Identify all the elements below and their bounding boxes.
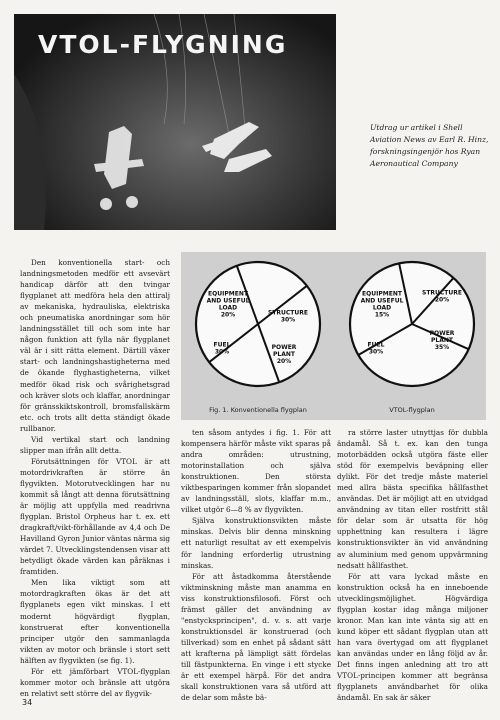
slice-label: EQUIPMENT bbox=[208, 290, 248, 298]
paragraph: Förutsättningen för VTOL är att motordrivkraften är större än flygvikten. Motorutvecklingen har nu kommit så långt att denna förutsättning är möjlig att uppfylla med readrivna flygplan. Bristol Orpheus har t. ex. ett dragkraft/vikt-förhållande av 4,4 och De Havilland Gyron Junior väntas närma sig värdet 7. Utvecklingstendensen visar att betydligt ökade värden kan påräknas i framtiden. bbox=[20, 456, 171, 577]
slice-value-label: 15% bbox=[374, 311, 390, 319]
slice-value-label: 20% bbox=[276, 358, 292, 365]
slice-value-label: 20% bbox=[220, 311, 236, 319]
pie-charts bbox=[181, 252, 486, 420]
paragraph: För ett jämförbart VTOL-flygplan kommer motor och bränsle att utgöra en relativt sett större del av flygvik- bbox=[20, 666, 170, 698]
paragraph: ra större laster utnyttjas för dubbla ändamål. Så t. ex. kan den tunga motorbädden också utgöra fäste eller stöd för exempelvis beväpning eller dylikt. För det tredje måste materiel med allra bästa specifika hållfasthet användas. Det är möjligt att en utvidgad användning av titan eller rostfritt stål för delar som är utsatta för hög upphettning kan resultera i lägre konstruktionsvikter än vid användning av aluminium med genom uppvärmning nedsatt hållfasthet. bbox=[337, 428, 488, 570]
slice-label: LOAD bbox=[372, 304, 392, 312]
slice-label: POWER bbox=[271, 344, 297, 351]
slice-label: FUEL bbox=[213, 341, 231, 349]
slice-value-label: 30% bbox=[368, 348, 384, 356]
slice-value-label: 20% bbox=[434, 296, 450, 304]
paragraph: För att åstadkomma återstående viktminskning måste man anamma en viss konstruktionsfilosofi. Först och främst gäller det användning av "enstycksprincipen", d. v. s. att varje konstruktionsdel är konstruerad (och tillverkad) som en enhet på sådant sätt att krafterna på lämpligt sätt fördelas till fästpunkterna. En vinge i ett stycke är ett exempel härpå. För det andra skall konstruktionen vara så utförd att de delar som måste bä- bbox=[181, 571, 331, 703]
paragraph: Den konventionella start- och landningsmetoden medför ett avsevärt handicap därför att den tvingar flygplanet att medföra hela den attiralj av mekaniska, hydrauliska, elektriska och pneumatiska anordningar som hör landningsstället till och som inte har någon funktion att fylla när flygplanet väl är i sitt rätta element. Därtill växer start- och landningshastigheterna med de ökande flyghastigheterna, vilket medför ökad risk och svårighetsgrad och kräver slots och klaffar, anordningar för gränsskiktskontroll, bromsfallskärm etc. och trots allt detta ständigt ökade rullbanor. bbox=[20, 258, 170, 433]
text-column-2 bbox=[181, 427, 331, 703]
slice-value-label: 30% bbox=[280, 316, 296, 324]
chart-caption: Fig. 1. Konventionella flygplan bbox=[209, 406, 307, 414]
slice-label: PLANT bbox=[273, 351, 295, 358]
weight-distribution-figure bbox=[181, 252, 486, 420]
slice-label: POWER bbox=[429, 330, 455, 337]
slice-label: EQUIPMENT bbox=[362, 290, 402, 298]
slice-label: STRUCTURE bbox=[422, 289, 462, 297]
slice-value-label: 35% bbox=[434, 344, 450, 351]
paragraph: ten såsom antydes i fig. 1. För att kompensera härför måste vikt sparas på andra områden: utrustning, motorinstallation och själva konstruktionen. Den största viktbesparingen kommer från slopandet av landningsställ, slots, klaffar m.m., vilket utgör 6—8 % av flygvikten. bbox=[181, 428, 331, 515]
page-number: 34 bbox=[22, 698, 33, 707]
slice-label: FUEL bbox=[367, 341, 385, 349]
text-column-3 bbox=[337, 427, 488, 703]
slice-label: AND USEFUL bbox=[360, 297, 404, 305]
paragraph: Men lika viktigt som att motordragkraften ökas är det att flygplanets egen vikt minskas. I ett modernt högvärdigt flygplan, konstruerat efter konventionella principer utgör den sammanlagda vikten av motor och bränsle i stort sett hälften av flygvikten (se fig. 1). bbox=[20, 578, 170, 665]
article-title: VTOL-FLYGNING bbox=[38, 30, 288, 59]
slice-value-label: 30% bbox=[214, 348, 230, 356]
slice-label: STRUCTURE bbox=[268, 309, 308, 317]
paragraph: Själva konstruktionsvikten måste minskas. Delvis blir denna minskning ett naturligt resultat av ett exempelvis för landning erforderlig utrustning minskas. bbox=[181, 516, 331, 570]
slice-label: AND USEFUL bbox=[206, 297, 250, 305]
text-column-1 bbox=[20, 257, 170, 699]
article-source-caption: Utdrag ur artikel i Shell Aviation News av Earl R. Hinz, forskningsingenjör hos Ryan Aeronautical Company bbox=[370, 123, 489, 168]
paragraph: För att vara lyckad måste en konstruktion också ha en inneboende utvecklingsmöjlighet. Högvärdiga flygplan kostar idag många miljoner kronor. Man kan inte vänta sig att en kund köper ett sådant flygplan utan att han vara övertygad om att flygplanet kan användas under en lång följd av år. Det finns ingen anledning att tro att VTOL-principen kommer att begränsa flygplanets användbarhet för olika ändamål. En sak är säker bbox=[337, 571, 488, 703]
slice-label: LOAD bbox=[218, 304, 238, 312]
slice-label: PLANT bbox=[431, 337, 453, 344]
hero-photo bbox=[14, 14, 336, 230]
chart-caption: VTOL-flygplan bbox=[389, 406, 435, 414]
paragraph: Vid vertikal start och landning slipper man ifrån allt detta. bbox=[20, 434, 170, 455]
